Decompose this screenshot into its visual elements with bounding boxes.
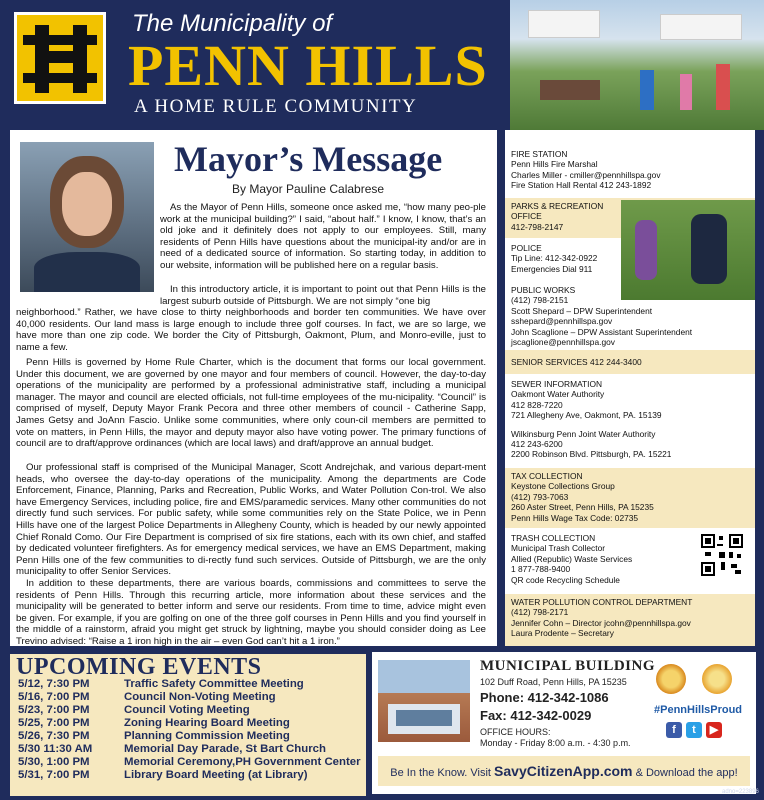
- dir-line: sshepard@pennhillspa.gov: [511, 316, 613, 327]
- directory-senior-services: [505, 350, 755, 374]
- app-name[interactable]: SavyCitizenApp.com: [494, 763, 633, 779]
- dir-line: (412) 798-2151: [511, 295, 569, 306]
- dir-heading: POLICE: [511, 243, 542, 253]
- penn-hills-logo: [14, 12, 106, 104]
- dir-line: Charles Miller - cmiller@pennhillspa.gov: [511, 169, 661, 180]
- facebook-icon[interactable]: f: [666, 722, 682, 738]
- twitter-icon[interactable]: t: [686, 722, 702, 738]
- paragraph-4: Our professional staff is comprised of the Municipal Manager, Scott Andrejchak, and various depart-ment heads, who oversee the day-to-day operations of the municipality. Among the departments are Code Enforcement, Finance, Planning, Parks and Recreation, Public Works, and Water Pollution Con-trol. We also have Emergency Services, including police, fire and EMS/paramedic services. Many other communities do not directly fund such services. For public safety, while some communities rely on the State Police, we in Penn Hills have one of the largest Police Departments in Allegheny County, which is headed by our newly appointed Chief Ronald Como. Our Fire Department is comprised of six fire stations, each with its own chief, and staffed by dedicated volunteer firefighters. As for emergency medical services, we have an EMS Department, making Penn Hills one of the few communities to di-rectly fund such services. Outside of Pittsburgh, we are the only municipality to offer Senior Services.: [16, 462, 486, 578]
- office-hours: Monday - Friday 8:00 a.m. - 4:30 p.m.: [480, 738, 631, 748]
- dir-line: jscaglione@pennhillspa.gov: [511, 337, 615, 348]
- office-hours-label: OFFICE HOURS:: [480, 727, 551, 737]
- directory-public-works: [505, 282, 755, 346]
- dir-line: 260 Aster Street, Penn Hills, PA 15235: [511, 502, 654, 513]
- dir-heading: WATER POLLUTION CONTROL DEPARTMENT: [511, 597, 693, 607]
- dir-line: 721 Allegheny Ave, Oakmont, PA. 15139: [511, 410, 662, 421]
- dir-line: (412) 798-2171: [511, 607, 569, 618]
- header-subtitle: A HOME RULE COMMUNITY: [134, 96, 418, 117]
- community-seal-icon: [702, 664, 732, 694]
- event-name: Planning Commission Meeting: [124, 730, 290, 742]
- event-name: Memorial Ceremony,PH Government Center: [124, 756, 361, 768]
- event-date: 5/26, 7:30 PM: [18, 730, 90, 742]
- dir-heading: TRASH COLLECTION: [511, 533, 596, 543]
- event-name: Traffic Safety Committee Meeting: [124, 678, 304, 690]
- dir-heading: SEWER INFORMATION: [511, 379, 603, 389]
- event-date: 5/30 11:30 AM: [18, 743, 93, 755]
- article-byline: By Mayor Pauline Calabrese: [232, 182, 385, 196]
- dir-line: Laura Prodente – Secretary: [511, 628, 614, 639]
- dir-line: 1 877-788-9400: [511, 564, 571, 575]
- dir-line: 412-798-2147: [511, 221, 564, 232]
- building-title: MUNICIPAL BUILDING: [480, 658, 655, 674]
- dir-line: Keystone Collections Group: [511, 481, 615, 492]
- event-date: 5/30, 1:00 PM: [18, 756, 90, 768]
- dir-line: Wilkinsburg Penn Joint Water Authority: [511, 428, 656, 439]
- dir-heading: PARKS & RECREATION: [511, 201, 604, 211]
- dir-line: Scott Shepard – DPW Superintendent: [511, 305, 653, 316]
- hashtag: #PennHillsProud: [654, 704, 743, 716]
- mayors-message-panel: [10, 130, 497, 646]
- dir-line: Allied (Republic) Waste Services: [511, 553, 633, 564]
- building-address: 102 Duff Road, Penn Hills, PA 15235: [480, 677, 627, 687]
- events-title: UPCOMING EVENTS: [16, 654, 262, 680]
- dir-line: OFFICE: [511, 211, 542, 222]
- event-name: Library Board Meeting (at Library): [124, 769, 308, 781]
- event-date: 5/12, 7:30 PM: [18, 678, 90, 690]
- directory-water-pollution: [505, 594, 755, 646]
- event-name: Council Non-Voting Meeting: [124, 691, 276, 703]
- event-name: Zoning Hearing Board Meeting: [124, 717, 290, 729]
- header-title-main: PENN HILLS: [128, 33, 488, 98]
- app-prefix: Be In the Know. Visit: [390, 767, 495, 779]
- directory-tax: [505, 468, 755, 528]
- award-seal-icon: [656, 664, 686, 694]
- paragraph-2-end: neighborhood.” Rather, we have close to thirty neighborhoods and border ten communities. We have over 40,000 residents. Our land mass is large enough to include three golf courses. In fact, we are so large, we have more than one zip code. We border the City of Pittsburgh, Oakmont, Plum, and Monro-eville, just to name a few.: [16, 307, 486, 353]
- mayor-portrait: [20, 142, 154, 292]
- community-event-photo: [510, 0, 764, 130]
- paragraph-3: Penn Hills is governed by Home Rule Charter, which is the document that forms our local government. Under this document, we are governed by one mayor and four members of council. However, the day-to-day operations of the municipality are performed by a professional administrative staff, including a municipal manager. The mayor and council are elected officials, not full-time employees of the mu-nicipality. “Council” is comprised of myself, Deputy Mayor Frank Pecora and three other members of council - Catherine Sapp, James Getsy and JoAnn Fascio. Unlike some communities, where only coun-cil members are permitted to vote on matters, in Penn Hills, the mayor and deputy mayor also have voting power. The primary functions of council are to draft/approve ordinances (which are local laws) and draft/approve an annual budget.: [16, 357, 486, 450]
- app-banner[interactable]: [378, 756, 750, 786]
- dir-line: Tip Line: 412-342-0922: [511, 253, 598, 264]
- recycling-qr-code[interactable]: [701, 534, 743, 576]
- event-date: 5/31, 7:00 PM: [18, 769, 90, 781]
- dir-line: 2200 Robinson Blvd. Pittsburgh, PA. 15221: [511, 449, 672, 460]
- dir-heading: SENIOR SERVICES 412 244-3400: [511, 357, 642, 367]
- municipal-building-panel: [372, 652, 756, 794]
- youtube-icon[interactable]: ▶: [706, 722, 722, 738]
- dir-line: (412) 793-7063: [511, 491, 569, 502]
- dir-line: John Scaglione – DPW Assistant Superintendent: [511, 326, 693, 337]
- dir-heading: PUBLIC WORKS: [511, 285, 576, 295]
- article-title: Mayor’s Message: [174, 139, 443, 179]
- events-list: [10, 678, 366, 794]
- event-date: 5/23, 7:00 PM: [18, 704, 90, 716]
- ad-number: adno=223896: [722, 789, 759, 795]
- header-title-top: The Municipality of: [132, 10, 333, 37]
- dir-line: 412 243-6200: [511, 439, 563, 450]
- building-fax: Fax: 412-342-0029: [480, 708, 592, 723]
- event-name: Council Voting Meeting: [124, 704, 250, 716]
- dir-heading: TAX COLLECTION: [511, 471, 583, 481]
- dir-line: Penn Hills Wage Tax Code: 02735: [511, 512, 639, 523]
- dir-line: Penn Hills Fire Marshal: [511, 159, 598, 170]
- dir-line: Fire Station Hall Rental 412 243-1892: [511, 180, 652, 191]
- building-phone: Phone: 412-342-1086: [480, 690, 609, 705]
- event-date: 5/16, 7:00 PM: [18, 691, 90, 703]
- dir-line: 412 828-7220: [511, 399, 563, 410]
- dir-line: Emergencies Dial 911: [511, 263, 593, 274]
- paragraph-5: In addition to these departments, there are various boards, commissions and committees to serve the residents of Penn Hills. Through this recurring article, more information about these services and the municipality will be generated to better inform and serve our residents. From time to time, advice might even be given. For example, if you are golfing on one of the three golf courses in Penn Hills and you find yourself in the middle of a rainstorm, afraid you might get struck by lightning, maybe you should consider doing as Lee Trevino advised: “Raise a 1 iron high in the air – even God can’t hit a 1 iron.”: [16, 578, 486, 647]
- event-name: Memorial Day Parade, St Bart Church: [124, 743, 326, 755]
- directory-fire-station: [505, 146, 755, 196]
- app-suffix: & Download the app!: [632, 767, 738, 779]
- event-date: 5/25, 7:00 PM: [18, 717, 90, 729]
- paragraph-2-start: In this introductory article, it is important to point out that Penn Hills is the largest suburb outside of Pittsburgh. We are not simply “one big: [160, 284, 486, 307]
- dir-line: QR code Recycling Schedule: [511, 574, 620, 585]
- directory-sewer: [505, 376, 755, 464]
- directory-column: [505, 130, 755, 646]
- dir-heading: FIRE STATION: [511, 149, 568, 159]
- dir-line: Oakmont Water Authority: [511, 389, 605, 400]
- paragraph-1: As the Mayor of Penn Hills, someone once asked me, “how many peo-ple work at the municipal building?” I said, “about half.” I know, I know, that’s an old joke and it definitely does not apply to our employees. Still, many residents of Penn Hills have questions about the municipal-ity and/or are in need of a dedicated source of information. So starting today, in addition to our website, information will be published here on a regular basis.: [160, 202, 486, 271]
- building-photo: [378, 660, 470, 742]
- dir-line: Jennifer Cohn – Director jcohn@pennhillspa.gov: [511, 617, 691, 628]
- dir-line: Municipal Trash Collector: [511, 543, 606, 554]
